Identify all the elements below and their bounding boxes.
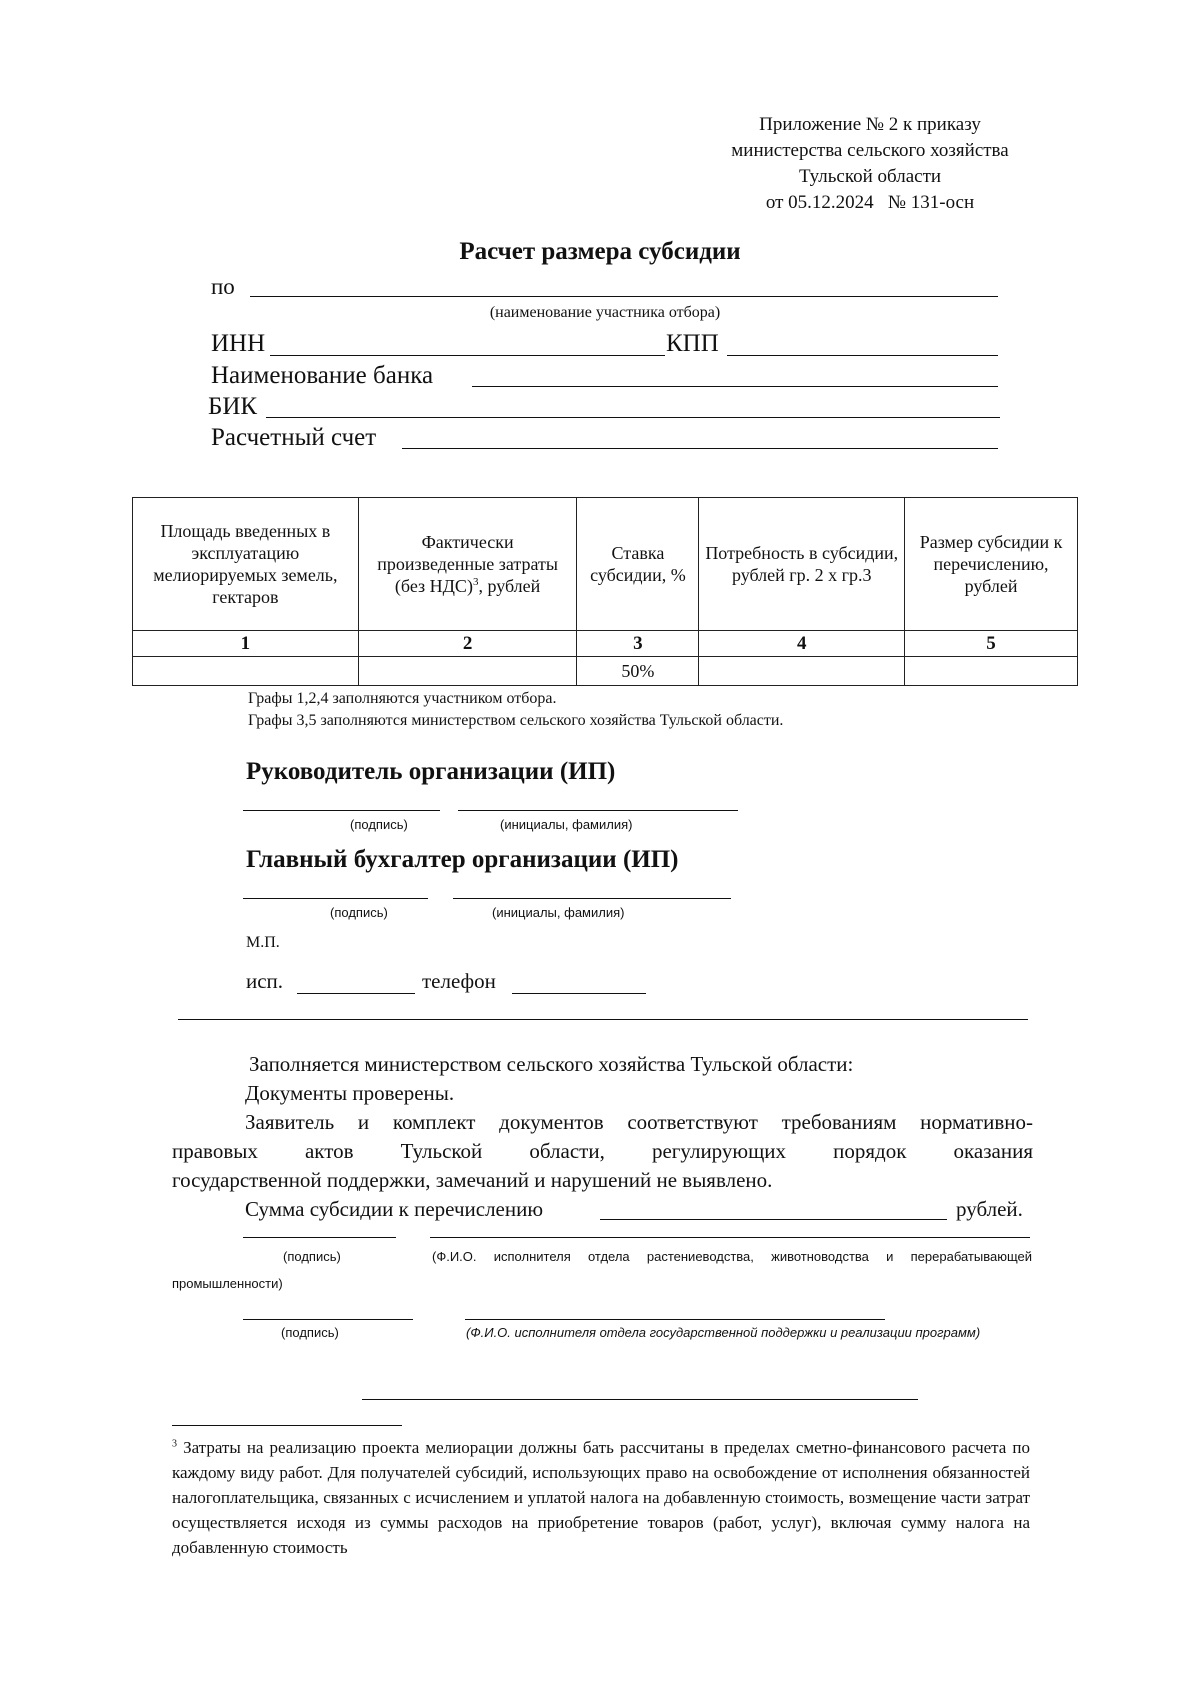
- table-cell-area[interactable]: [133, 657, 359, 686]
- account-label: Расчетный счет: [211, 424, 377, 451]
- column-number: 5: [905, 631, 1078, 657]
- table-cell-costs[interactable]: [358, 657, 577, 686]
- accountant-title: Главный бухгалтер организации (ИП): [246, 846, 679, 873]
- accountant-name-line[interactable]: [453, 898, 731, 899]
- participant-name-line[interactable]: [250, 296, 998, 297]
- head-name-line[interactable]: [458, 810, 738, 811]
- sum-unit: рублей.: [956, 1197, 1023, 1221]
- table-header-row: [133, 498, 1078, 631]
- ministry-fio1-caption-cont: промышленности): [172, 1276, 283, 1291]
- head-title: Руководитель организации (ИП): [246, 758, 616, 785]
- appendix-line: от 05.12.2024 № 131-осн: [765, 192, 975, 213]
- footnote-ref: 3: [472, 576, 479, 588]
- participant-caption: (наименование участника отбора): [489, 304, 721, 321]
- table-header-rate: Ставка субсидии, %: [577, 498, 699, 631]
- bank-line[interactable]: [472, 386, 998, 387]
- table-note: Графы 1,2,4 заполняются участником отбора.: [248, 690, 557, 707]
- footnote: [172, 1435, 1030, 1560]
- footnote-text: Затраты на реализацию проекта мелиорации должны бать рассчитаны в пределах сметно-финансового расчета по каждому виду работ. Для получателей субсидий, использующих право на освобождение от исполнения обязанностей налогоплательщика, связанных с исчислением и уплатой налога на добавленную стоимость, возмещение части затрат осуществляется исходя из суммы расходов на приобретение товаров (работ, услуг), включая сумму налога на добавленную стоимость: [172, 1438, 1031, 1557]
- inn-label: ИНН: [211, 330, 266, 357]
- ministry-para-line-2: правовых актов Тульской области, регулирующих порядок оказания: [172, 1139, 1033, 1163]
- ministry-line-1: Заполняется министерством сельского хозяйства Тульской области:: [249, 1052, 854, 1076]
- ministry-para-line-3: государственной поддержки, замечаний и нарушений не выявлено.: [172, 1168, 773, 1192]
- ministry-sig2-line[interactable]: [243, 1319, 413, 1320]
- subsidy-table: [132, 497, 1078, 686]
- table-cell-amount[interactable]: [905, 657, 1078, 686]
- column-number: 1: [133, 631, 359, 657]
- sum-label: Сумма субсидии к перечислению: [245, 1197, 544, 1221]
- footnote-marker: 3: [172, 1438, 177, 1450]
- inn-line[interactable]: [270, 355, 665, 356]
- column-number: 4: [699, 631, 905, 657]
- table-note: Графы 3,5 заполняются министерством сельского хозяйства Тульской области.: [248, 712, 784, 729]
- executor-label: исп.: [246, 969, 284, 993]
- ministry-sig1-caption: (подпись): [283, 1249, 341, 1264]
- stamp-label: М.П.: [246, 934, 280, 951]
- bik-label: БИК: [208, 393, 258, 420]
- column-number: 3: [577, 631, 699, 657]
- kpp-label: КПП: [666, 330, 719, 357]
- end-divider: [362, 1399, 918, 1400]
- appendix-header: [690, 112, 1050, 216]
- table-row: [133, 657, 1078, 686]
- sum-line[interactable]: [600, 1219, 947, 1220]
- head-signature-line[interactable]: [243, 810, 440, 811]
- table-header-need: Потребность в субсидии, рублей гр. 2 х гр.3: [699, 498, 905, 631]
- phone-line[interactable]: [512, 993, 646, 994]
- po-label: по: [211, 274, 235, 299]
- ministry-fio1-line[interactable]: [430, 1237, 1030, 1238]
- ministry-line-2: Документы проверены.: [245, 1081, 455, 1105]
- accountant-signature-caption: (подпись): [330, 905, 388, 920]
- appendix-line: Приложение № 2 к приказу: [759, 114, 981, 135]
- column-number: 2: [358, 631, 577, 657]
- ministry-fio1-caption: (Ф.И.О. исполнителя отдела растениеводства, животноводства и перерабатывающей: [432, 1249, 1032, 1264]
- page-title: Расчет размера субсидии: [459, 238, 741, 265]
- table-header-costs-unit: , рублей: [478, 576, 541, 596]
- ministry-sig2-caption: (подпись): [281, 1325, 339, 1340]
- phone-label: телефон: [422, 969, 496, 993]
- ministry-sig1-line[interactable]: [243, 1237, 396, 1238]
- accountant-name-caption: (инициалы, фамилия): [492, 905, 625, 920]
- table-row: [133, 631, 1078, 657]
- bik-line[interactable]: [266, 417, 1000, 418]
- ministry-fio2-line[interactable]: [465, 1319, 885, 1320]
- appendix-line: Тульской области: [798, 166, 942, 187]
- table-header-costs: [358, 498, 577, 631]
- accountant-signature-line[interactable]: [243, 898, 428, 899]
- bank-label: Наименование банка: [211, 362, 434, 389]
- head-name-caption: (инициалы, фамилия): [500, 817, 633, 832]
- ministry-para-line-1: Заявитель и комплект документов соответствуют требованиям нормативно-: [245, 1110, 1033, 1134]
- section-divider: [178, 1019, 1028, 1020]
- account-line[interactable]: [402, 448, 998, 449]
- appendix-line: министерства сельского хозяйства: [731, 140, 1009, 161]
- executor-line[interactable]: [297, 993, 415, 994]
- table-header-area: Площадь введенных в эксплуатацию мелиорируемых земель, гектаров: [133, 498, 359, 631]
- kpp-line[interactable]: [727, 355, 998, 356]
- table-cell-rate: 50%: [577, 657, 699, 686]
- head-signature-caption: (подпись): [350, 817, 408, 832]
- table-cell-need[interactable]: [699, 657, 905, 686]
- table-header-amount: Размер субсидии к перечислению, рублей: [905, 498, 1078, 631]
- ministry-fio2-caption: (Ф.И.О. исполнителя отдела государственной поддержки и реализации программ): [466, 1325, 981, 1340]
- table-header-costs-text: Фактически произведенные затраты (без НДС): [377, 532, 558, 596]
- footnote-separator: [172, 1425, 402, 1426]
